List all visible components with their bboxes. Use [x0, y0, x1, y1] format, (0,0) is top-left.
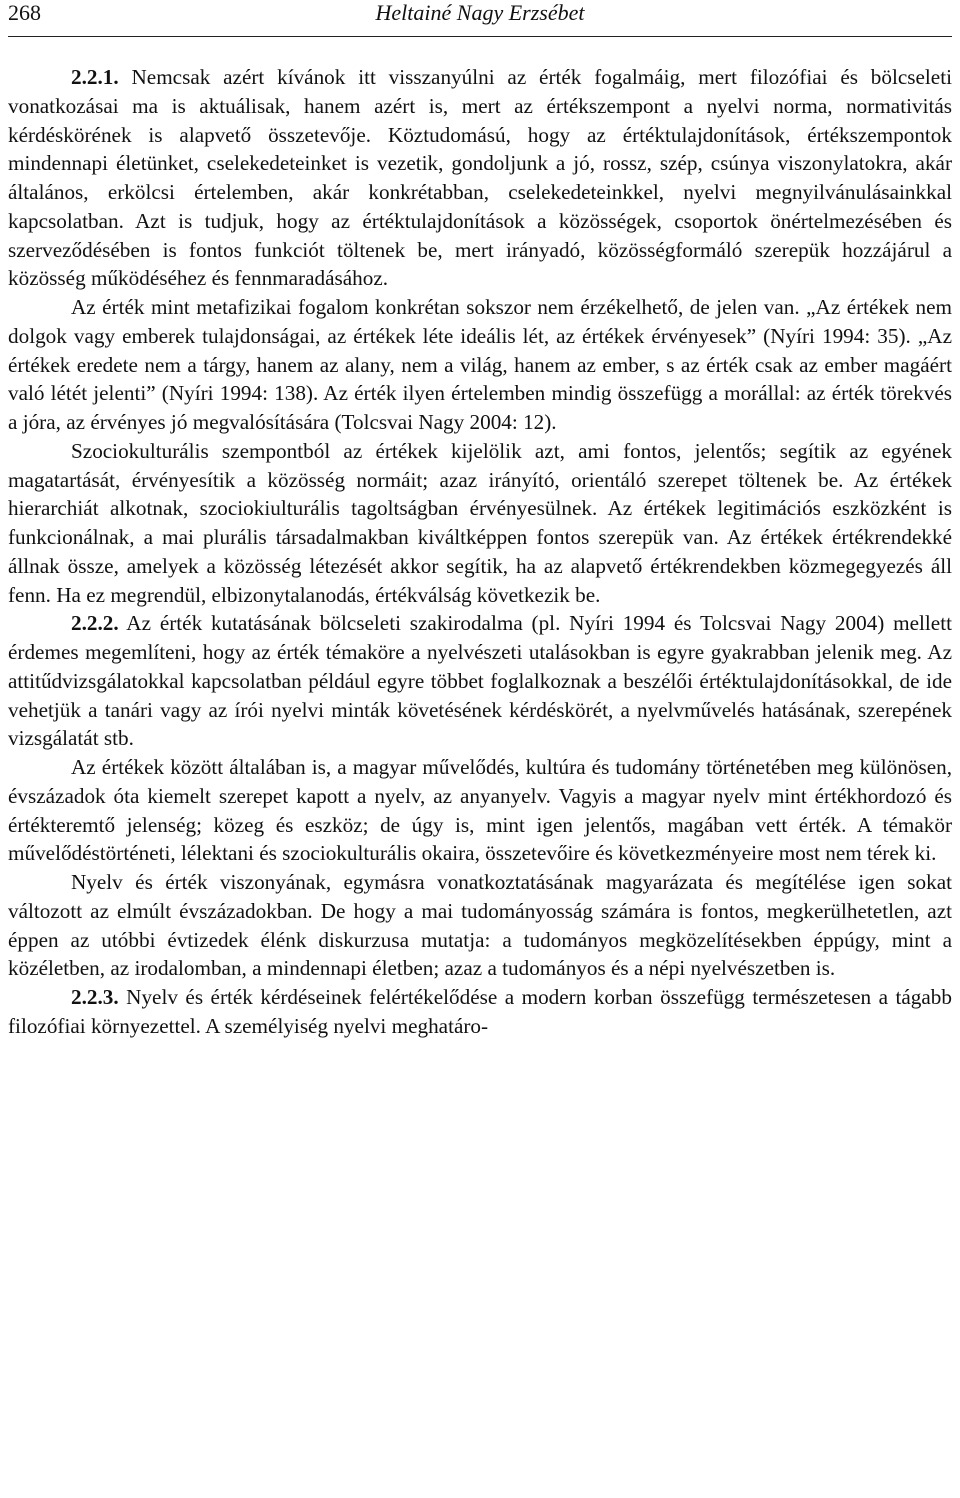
paragraph-text: Nyelv és érték kérdéseinek felértékelődése a modern korban összefügg természetesen a tágabb filozófiai környezettel. A személyiség nyelvi meghatáro-	[8, 985, 952, 1038]
paragraph	[8, 609, 952, 753]
paragraph	[8, 437, 952, 610]
paragraph	[8, 63, 952, 293]
paragraph-text: Nemcsak azért kívánok itt visszanyúlni az érték fogalmáig, mert filozófiai és bölcseleti vonatkozásai ma is aktuálisak, hanem azért is, mert az értékszempont a nyelvi norma, normativitás kérdéskörének is alapvető összetevője. Köztudomású, hogy az értéktulajdonítások, értékszempontok mindennapi életünket, cselekedeteinket is vezetik, gondoljunk a jó, rossz, szép, csúnya viszonylatokra, akár általános, erkölcsi értelemben, akár konkrétabban, cselekedeteinkkel, nyelvi megnyilvánulásainkkal kapcsolatban. Azt is tudjuk, hogy az értéktulajdonítások a közösségek, csoportok önértelmezésében és szerveződésében is fontos funkciót töltenek be, mert irányadó, közösségformáló szerepük hozzájárul a közösség működéséhez és fennmaradásához.	[8, 65, 952, 291]
page-number: 268	[8, 0, 41, 25]
body-text	[8, 63, 952, 1041]
paragraph-text: Nyelv és érték viszonyának, egymásra vonatkoztatásának magyarázata és megítélése igen sokat változott az elmúlt évszázadokban. De hogy a mai tudományosság számára is fontos, megkerülhetetlen, azt éppen az utóbbi évtizedek élénk diskurzusa mutatja: a tudományos megközelítésekben éppúgy, mint a közéletben, az irodalomban, a mindennapi életben; azaz a tudományos és a népi nyelvészetben is.	[8, 870, 952, 981]
paragraph	[8, 753, 952, 868]
section-number: 2.2.2.	[71, 611, 119, 636]
paragraph	[8, 293, 952, 437]
section-number: 2.2.1.	[71, 65, 119, 89]
running-head-author: Heltainé Nagy Erzsébet	[375, 0, 585, 25]
paragraph-text: Az érték mint metafizikai fogalom konkrétan sokszor nem érzékelhető, de jelen van. „Az értékek nem dolgok vagy emberek tulajdonságai, az értékek léte ideális lét, az értékek érvényesek” (Nyíri 1994: 35). „Az értékek eredete nem a tárgy, hanem az alany, nem a világ, hanem az ember, s az érték csak az ember magáért való létét jelenti” (Nyíri 1994: 138). Az érték ilyen értelemben mindig összefügg a morállal: az érték törekvés a jóra, az érvényes jó megvalósítására (Tolcsvai Nagy 2004: 12).	[8, 295, 952, 434]
running-head	[8, 0, 952, 37]
paragraph	[8, 868, 952, 983]
paragraph-text: Az értékek között általában is, a magyar művelődés, kultúra és tudomány történetében meg különösen, évszázadok óta kiemelt szerepet kapott a nyelv, az anyanyelv. Vagyis a magyar nyelv mint értékhordozó és értékteremtő jelenség; közeg és eszköz; de úgy is, mint igen jelentős, magában vett érték. A témakör művelődéstörténeti, lélektani és szociokulturális okaira, összetevőire és következményeire most nem térek ki.	[8, 755, 952, 866]
paragraph-text: Az érték kutatásának bölcseleti szakirodalma (pl. Nyíri 1994 és Tolcsvai Nagy 2004) mellett érdemes megemlíteni, hogy az érték témaköre a nyelvészeti utalásokban is egyre gyakrabban jelenik meg. Az attitűdvizsgálatokkal kapcsolatban például egyre többet foglalkoznak a beszélői értéktulajdonításokkal, de ide vehetjük a tanári vagy az írói nyelvi minták követésének kérdéskörét, a nyelvművelés hatásának, szerepének vizsgálatát stb.	[8, 611, 952, 751]
section-number: 2.2.3.	[71, 985, 119, 1009]
paragraph-text: Szociokulturális szempontból az értékek kijelölik azt, ami fontos, jelentős; segítik az egyének magatartását, érvényesítik a közösség normáit; azaz irányító, orientáló szerepet töltenek be. Az értékek hierarchiát alkotnak, szociokiulturális tagoltságban érvényesülnek. Az értékek legitimációs eszközként is funkcionálnak, a mai plurális társadalmakban kiváltképpen fontos szerepük van. Az értékek értékrendekké állnak össze, amelyek a közösség létezését akkor segítik, ha az alapvető értékrendekben közmegegyezés áll fenn. Ha ez megrendül, elbizonytalanodás, értékválság következik be.	[8, 438, 952, 607]
paragraph	[8, 983, 952, 1041]
